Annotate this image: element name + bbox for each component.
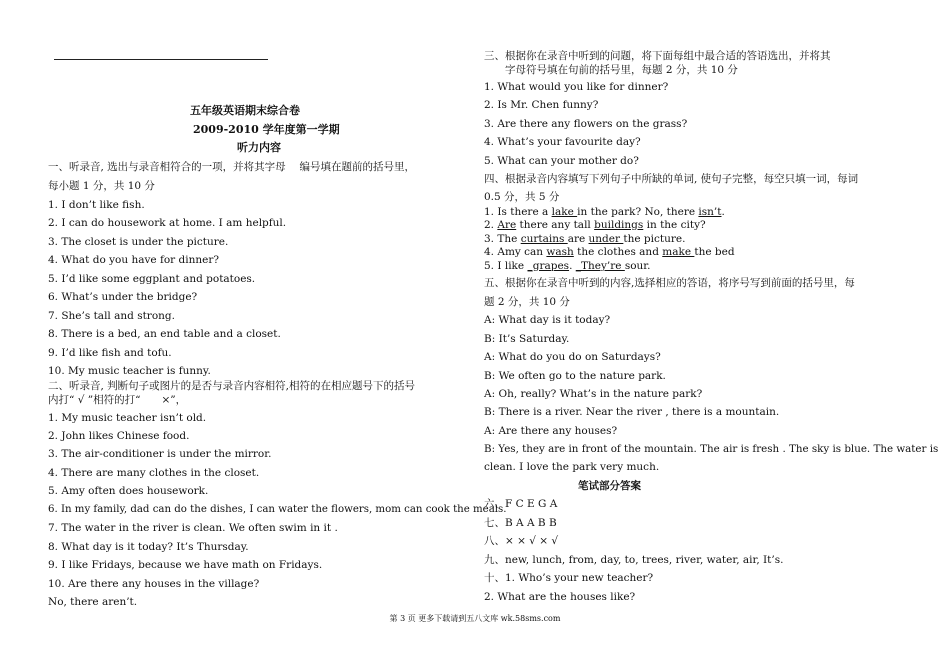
sentence-text: 3. The: [484, 233, 521, 245]
sentence-text: there any tall: [516, 219, 595, 231]
answer-blank: _They’re: [575, 260, 625, 272]
sentence-text: are: [567, 233, 589, 245]
list-item: 10. My music teacher is funny.: [48, 365, 211, 377]
fill-sentence-5: [484, 259, 651, 273]
part4-heading: 四、根据录音内容填写下列句子中所缺的单词, 使句子完整，每空只填一词，每词: [484, 173, 859, 185]
list-item: 7. She’s tall and strong.: [48, 310, 175, 322]
sentence-text: .: [721, 206, 725, 218]
answer-blank: wash: [546, 246, 574, 258]
answer-line: 七、B A A B B: [484, 517, 557, 529]
list-item: No, there aren’t.: [48, 596, 138, 608]
list-item: 9. I like Fridays, because we have math on Fridays.: [48, 559, 323, 571]
list-item: 4. What’s your favourite day?: [484, 136, 641, 148]
fill-sentence-2: [484, 218, 706, 232]
list-item: 9. I’d like fish and tofu.: [48, 347, 172, 359]
sentence-text: in the city?: [643, 219, 706, 231]
answer-line: 六、F C E G A: [484, 498, 558, 510]
part1-heading-2: 每小题 1 分，共 10 分: [48, 180, 155, 192]
sentence-text: the bed: [694, 246, 735, 258]
list-item: 5. Amy often does housework.: [48, 485, 209, 497]
sentence-text: the picture.: [623, 233, 686, 245]
part1-heading: 一、听录音, 选出与录音相符合的一项，并将其字母 编号填在题前的括号里，: [48, 161, 416, 173]
list-item: 3. Are there any flowers on the grass?: [484, 118, 688, 130]
dialogue-line: clean. I love the park very much.: [484, 461, 660, 473]
sentence-text: the clothes and: [573, 246, 663, 258]
part4-heading-2: 0.5 分，共 5 分: [484, 191, 560, 203]
list-item: 8. There is a bed, an end table and a closet.: [48, 328, 281, 340]
answer-blank: make: [662, 246, 695, 258]
list-item: 2. John likes Chinese food.: [48, 430, 190, 442]
dialogue-line: B: It’s Saturday.: [484, 333, 570, 345]
dialogue-line: A: What do you do on Saturdays?: [484, 351, 661, 363]
part3-heading: 三、根据你在录音中听到的问题，将下面每组中最合适的答语选出，并将其: [484, 50, 831, 62]
sentence-text: in the park? No, there: [577, 206, 699, 218]
sentence-text: .: [569, 260, 576, 272]
list-item: 2. I can do housework at home. I am helpful.: [48, 217, 287, 229]
list-item: 1. I don’t like fish.: [48, 199, 145, 211]
dialogue-line: A: Are there any houses?: [484, 425, 618, 437]
list-item: 1. My music teacher isn’t old.: [48, 412, 207, 424]
exam-title: 五年级英语期末综合卷: [190, 104, 300, 117]
list-item: 3. The closet is under the picture.: [48, 236, 229, 248]
exam-year: 2009-2010 学年度第一学期: [193, 123, 340, 136]
fill-sentence-4: [484, 245, 735, 259]
answer-line: 八、× × √ × √: [484, 535, 559, 547]
list-item: 6. What’s under the bridge?: [48, 291, 198, 303]
part5-heading-2: 题 2 分，共 10 分: [484, 296, 570, 308]
part2-heading: 二、听录音, 判断句子或图片的是否与录音内容相符,相符的在相应题号下的括号: [48, 380, 416, 392]
header-rule: [54, 59, 268, 60]
sentence-text: 4. Amy can: [484, 246, 547, 258]
part5-heading: 五、根据你在录音中听到的内容,选择相应的答语，将序号写到前面的括号里，每: [484, 277, 855, 289]
list-item: 7. The water in the river is clean. We often swim in it .: [48, 522, 338, 534]
listening-title: 听力内容: [237, 141, 281, 154]
list-item: 8. What day is it today? It’s Thursday.: [48, 541, 249, 553]
sentence-text: 5. I like: [484, 260, 528, 272]
dialogue-line: A: Oh, really? What’s in the nature park?: [484, 388, 703, 400]
list-item: 2. Is Mr. Chen funny?: [484, 99, 599, 111]
part3-heading-2: 字母符号填在句前的括号里，每题 2 分，共 10 分: [505, 64, 738, 76]
answer-line: 十、1. Who’s your new teacher?: [484, 572, 654, 584]
answer-blank: _grapes: [527, 260, 570, 272]
answer-blank: buildings: [594, 219, 644, 231]
list-item: 3. The air-conditioner is under the mirror.: [48, 448, 272, 460]
part2-heading-2: 内打“ √ ”相符的打“ ×”，: [48, 394, 187, 406]
dialogue-line: A: What day is it today?: [484, 314, 611, 326]
sentence-text: 2.: [484, 219, 498, 231]
answers-title: 笔试部分答案: [578, 480, 641, 492]
answer-blank: Are: [497, 219, 517, 231]
answer-blank: under: [588, 233, 624, 245]
dialogue-line: B: There is a river. Near the river , there is a mountain.: [484, 406, 780, 418]
sentence-text: sour.: [624, 260, 651, 272]
list-item: 10. Are there any houses in the village?: [48, 578, 260, 590]
list-item: 4. There are many clothes in the closet.: [48, 467, 260, 479]
fill-sentence-1: [484, 205, 725, 219]
list-item: 1. What would you like for dinner?: [484, 81, 669, 93]
sentence-text: 1. Is there a: [484, 206, 552, 218]
list-item: 4. What do you have for dinner?: [48, 254, 219, 266]
list-item: 6. In my family, dad can do the dishes, I can water the flowers, mom can cook the meals.: [48, 504, 507, 515]
list-item: 5. I’d like some eggplant and potatoes.: [48, 273, 256, 285]
answer-line: 九、new, lunch, from, day, to, trees, river, water, air, It’s.: [484, 554, 784, 566]
page-footer: 第 3 页 更多下载请到五八文库 wk.58sms.com: [389, 614, 561, 623]
dialogue-line: B: We often go to the nature park.: [484, 370, 666, 382]
answer-line: 2. What are the houses like?: [484, 591, 636, 603]
answer-blank: lake: [551, 206, 578, 218]
fill-sentence-3: [484, 232, 685, 246]
list-item: 5. What can your mother do?: [484, 155, 639, 167]
answer-blank: curtains: [520, 233, 568, 245]
dialogue-line: B: Yes, they are in front of the mountain. The air is fresh . The sky is blue. The water is: [484, 443, 939, 455]
answer-blank: isn’t: [698, 206, 722, 218]
